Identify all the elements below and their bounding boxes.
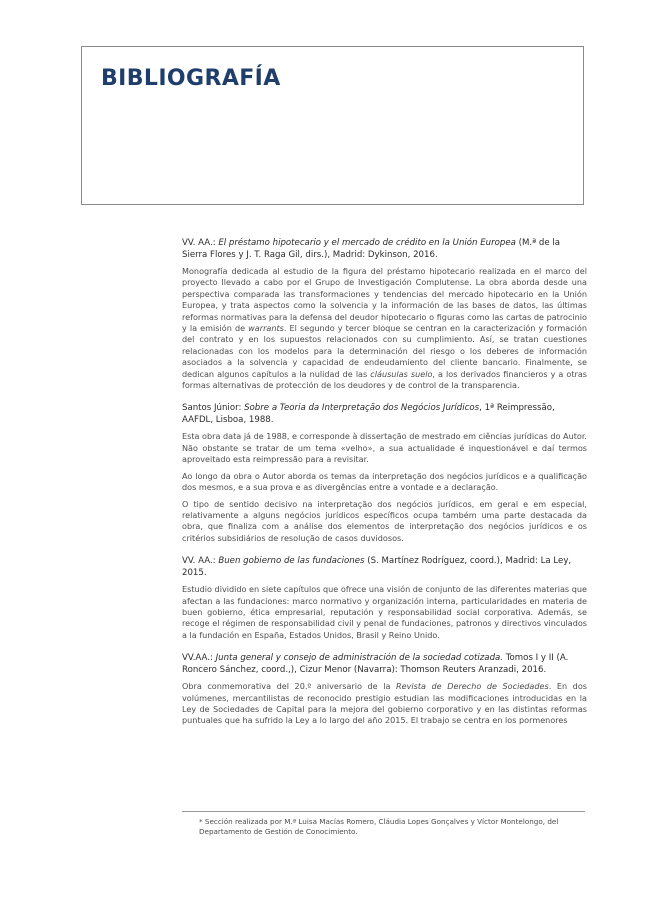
entry-summary [182, 471, 587, 494]
title-box [81, 46, 584, 205]
text-run: . En dos volúmenes, mercantilistas de reconocido prestigio estudian las modificaciones introducidas en la Ley de Sociedades de Capital para la mejora del gobierno corporativo y en las distintas reformas puntuales que ha sufrido la Ley a lo largo del año 2015. El trabajo se centra en los pormenores [182, 681, 587, 726]
text-run: Santos Júnior: [182, 403, 245, 414]
footnote-divider [182, 811, 585, 812]
text-run: (S. Martínez Rodríguez, coord.), Madrid: La Ley, 2015. [182, 556, 572, 579]
entry-summary [182, 431, 587, 465]
text-run: Tomos I y II (A. Roncero Sánchez, coord.,), Cizur Menor (Navarra): Thomson Reuters Aranzadi, 2016. [182, 653, 569, 676]
entry-summary [182, 584, 587, 641]
bibliography-entry [182, 555, 587, 641]
text-run: Estudio dividido en siete capítulos que ofrece una visión de conjunto de las diferentes materias que afectan a las fundaciones: marco normativo y organización interna, particularidades en materia de buen gobierno, ética empresarial, reputación y responsabilidad social corporativa. Además, se recoge el régimen de responsabilidad civil y penal de fundaciones, patronos y directivos vinculados a la fundación en España, Estados Unidos, Brasil y Reino Unido. [182, 584, 587, 640]
entry-summary [182, 266, 587, 391]
italic-text: Sobre a Teoria da Interpretação dos Negócios Jurídicos [244, 403, 480, 414]
text-run: O tipo de sentido decisivo na interpretação dos negócios jurídicos, em geral e em especial, relativamente a alguns negócios jurídicos específicos ocupa também uma parte destacada da obra, que finaliza com a análise dos elementos de interpretação dos negócios jurídicos e os critérios subsidiários de resolução de casos duvidosos. [182, 498, 587, 543]
italic-text: El préstamo hipotecario y el mercado de crédito en la Unión Europea [218, 238, 516, 248]
text-run: Obra conmemorativa del 20.º aniversario de la [182, 681, 396, 692]
entry-citation [182, 402, 587, 426]
text-run: (M.ª de la Sierra Flores y J. T. Raga Gil, dirs.), Madrid: Dykinson, 2016. [182, 238, 561, 260]
entry-citation [182, 555, 587, 579]
text-run: VV. AA.: [182, 556, 219, 567]
text-run: VV.AA.: [182, 653, 216, 664]
text-run: , a los derivados financieros y a otras formas alternativas de protección de los deudores y de control de la transparencia. [182, 368, 588, 391]
bibliography-entry [182, 402, 587, 544]
text-run: VV. AA.: [182, 238, 219, 248]
italic-text: Junta general y consejo de administración de la sociedad cotizada. [215, 653, 504, 664]
text-run: , 1ª Reimpressão, AAFDL, Lisboa, 1988. [182, 403, 555, 426]
footnote: * Sección realizada por M.ª Luisa Macías Romero, Cláudia Lopes Gonçalves y Víctor Montelongo, del Departamento de Gestión de Conocimiento. [199, 817, 559, 837]
bibliography-entry [182, 652, 587, 727]
page-title: BIBLIOGRAFÍA [101, 66, 281, 91]
text-run: Esta obra data já de 1988, e corresponde à dissertação de mestrado em ciências jurídicas do Autor. Não obstante se tratar de um tema «velho», a sua actualidade é inquestionável e daí termos aproveitado esta reimpressão para a revisitar. [182, 431, 587, 465]
entry-citation [182, 237, 587, 261]
italic-text: Buen gobierno de las fundaciones [218, 556, 365, 567]
text-run: Monografía dedicada al estudio de la figura del préstamo hipotecario realizada en el marco del proyecto llevado a cabo por el Grupo de Investigación Complutense. La obra aborda desde una perspectiva comparada las transformaciones y tendencias del mercado hipotecario en la Unión Europea, y trata aspectos como la solvencia y la información de las bases de datos, las últimas reformas normativas para la defensa del deudor hipotecario o figuras como las cartas de patrocinio y la emisión de [182, 266, 587, 334]
entry-citation [182, 652, 587, 676]
text-run: . El segundo y tercer bloque se centran en la caracterización y formación del contrato y en los supuestos relacionados con su cumplimiento. Así, se tratan cuestiones relacionadas con los modelos para la determinación del riesgo o los deberes de información asociados a la solvencia y capacidad de endeudamiento del cliente bancario. Finalmente, se dedican algunos capítulos a la nulidad de las [182, 323, 587, 379]
text-run: Ao longo da obra o Autor aborda os temas da interpretação dos negócios jurídicos e a qualificação dos mesmos, e a sua prova e as divergências entre a vontade e a declaração. [182, 470, 587, 493]
italic-text: Revista de Derecho de Sociedades [395, 681, 549, 692]
entry-summary [182, 499, 587, 545]
bibliography-list [182, 237, 587, 738]
italic-text: cláusulas suelo [370, 368, 433, 379]
bibliography-entry [182, 237, 587, 391]
italic-text: warrants [248, 323, 284, 334]
entry-summary [182, 681, 587, 727]
